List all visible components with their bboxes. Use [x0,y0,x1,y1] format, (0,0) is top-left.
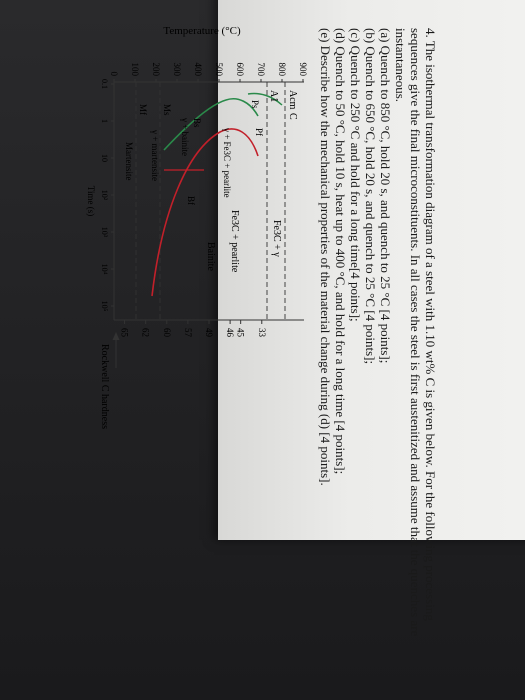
y-tick-label: 700 [256,62,266,76]
label-bs: Bs [192,118,202,128]
hardness-scale [120,320,267,338]
x-tick-group [100,79,114,312]
hardness-value: 65 [119,328,130,337]
x-tick-label: 10⁴ [100,263,109,275]
y-tick-label: 400 [193,62,203,76]
question-intro: 4. The isothermal transformation diagram of a steel with 1.10 wt% C is given below. For the following processing sequences give the final microconstituents. In all cases the steel is first austenitized and assume that the quenches are instantaneous. [393,28,438,637]
y-tick-label: 200 [151,62,161,76]
hardness-label: Rockwell C hardness [99,344,110,429]
question-part-c: (c) Quench to 250 °C and hold for a long time[4 points]; [348,28,363,322]
pearlite-start-curve [164,99,258,150]
region-bainite: Bainite [205,242,216,271]
y-tick-label: 0 [109,71,119,76]
label-acm: Acm [287,90,298,110]
y-tick-label: 100 [130,62,140,76]
label-c: C [287,113,298,120]
hardness-value: 60 [161,328,172,337]
question-part-b: (b) Quench to 650 °C, hold 20 s, and quench to 25 °C [4 points]; [363,28,378,365]
pearlite-finish-curve [152,129,258,296]
question-part-d: (d) Quench to 50 °C, hold 10 s, heat up to 400 °C, and hold for a long time [4 points]; [333,28,348,475]
hardness-value: 62 [140,328,151,337]
y-tick-label: 300 [172,62,182,76]
y-tick-label: 600 [235,62,245,76]
region-gamma-fe3c-pearlite: γ + Fe3C + pearlite [222,128,232,198]
x-tick-label: 10 [100,154,109,162]
region-martensite: Martensite [124,142,134,181]
y-tick-label: 900 [298,62,308,76]
y-axis-label: Temperature (°C) [163,25,241,37]
rotated-page-content [82,20,442,680]
y-tick-label: 500 [214,62,224,76]
region-gamma-bainite: γ + bainite [180,118,190,157]
y-tick-label: 800 [277,62,287,76]
question-part-a: (a) Quench to 850 °C, hold 20 s, and quench to 25 °C [4 points]; [378,28,393,364]
region-fe3c-gamma: Fe3C + γ [271,220,282,257]
x-tick-label: 1 [100,119,109,123]
x-tick-label: 10⁵ [100,300,109,312]
label-a1: A1 [268,90,279,103]
hardness-value: 33 [256,328,267,337]
x-tick-label: 10³ [100,226,109,238]
label-ms: Ms [162,104,172,116]
x-tick-label: 10² [100,189,109,201]
ttt-diagram [82,20,312,460]
hardness-arrow-head [113,332,120,340]
label-bf: Bf [186,196,196,205]
label-pf: Pf [254,128,264,137]
hardness-value: 46 [225,328,236,337]
hardness-value: 57 [182,328,193,337]
y-tick-group [109,63,308,83]
question-part-e: (e) Describe how the mechanical properties of the material change during (d) [4 points]. [318,28,333,486]
label-mf: Mf [138,104,148,115]
region-gamma-martensite: γ + martensite [150,130,160,182]
x-axis-label: Time (s) [86,185,96,217]
question-block [318,28,438,668]
x-tick-label: 0.1 [100,79,109,89]
hardness-value: 49 [204,328,214,337]
label-ps: Ps [250,100,260,109]
region-fe3c-pearlite: Fe3C + pearlite [229,210,240,273]
hardness-value: 45 [235,328,246,337]
